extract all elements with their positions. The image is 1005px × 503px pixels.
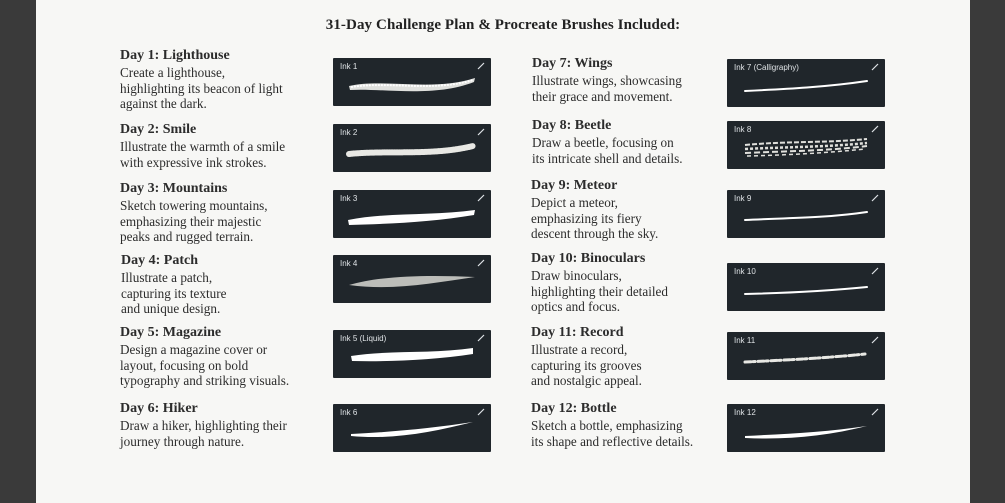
day-description: Design a magazine cover or layout, focusing on bold typography and striking visuals.	[120, 342, 290, 389]
day-heading: Day 2: Smile	[120, 122, 197, 137]
brush-card-ink-9	[727, 190, 885, 238]
brush-label: Ink 9	[734, 194, 752, 203]
brush-label: Ink 12	[734, 408, 756, 417]
brush-stroke-preview	[727, 263, 885, 311]
brush-card-ink-1	[333, 58, 491, 106]
document-page	[36, 0, 970, 503]
day-entry-8	[532, 118, 683, 166]
day-entry-10	[531, 251, 668, 315]
brush-card-ink-11	[727, 332, 885, 380]
day-heading: Day 5: Magazine	[120, 325, 222, 340]
brush-label: Ink 8	[734, 125, 752, 134]
brush-card-ink-2	[333, 124, 491, 172]
brush-stroke-preview	[727, 332, 885, 380]
day-entry-11	[531, 325, 642, 389]
day-description: Sketch towering mountains, emphasizing their majestic peaks and rugged terrain.	[120, 198, 268, 245]
brush-label: Ink 5 (Liquid)	[340, 334, 387, 343]
brush-label: Ink 6	[340, 408, 358, 417]
day-heading: Day 8: Beetle	[532, 118, 612, 133]
day-heading: Day 1: Lighthouse	[120, 48, 230, 63]
brush-card-ink-12	[727, 404, 885, 452]
brush-stroke-preview	[727, 121, 885, 169]
brush-label: Ink 10	[734, 267, 756, 276]
day-entry-6	[120, 401, 287, 449]
brush-card-ink-4	[333, 255, 491, 303]
day-heading: Day 9: Meteor	[531, 178, 618, 193]
day-entry-2	[120, 122, 285, 170]
day-entry-9	[531, 178, 658, 242]
day-heading: Day 11: Record	[531, 325, 624, 340]
day-heading: Day 4: Patch	[121, 253, 198, 268]
day-description: Illustrate a record, capturing its grooves and nostalgic appeal.	[531, 342, 642, 389]
brush-stroke-preview	[333, 404, 491, 452]
day-description: Illustrate a patch, capturing its texture and unique design.	[121, 270, 227, 317]
brush-label: Ink 3	[340, 194, 358, 203]
brush-card-ink-5	[333, 330, 491, 378]
brush-card-ink-3	[333, 190, 491, 238]
day-description: Create a lighthouse, highlighting its beacon of light against the dark.	[120, 65, 283, 112]
day-entry-4	[121, 253, 226, 317]
day-description: Draw a hiker, highlighting their journey through nature.	[120, 418, 287, 449]
day-description: Depict a meteor, emphasizing its fiery descent through the sky.	[531, 195, 659, 242]
brush-stroke-preview	[333, 255, 491, 303]
day-description: Draw a beetle, focusing on its intricate shell and details.	[532, 135, 683, 166]
brush-label: Ink 2	[340, 128, 358, 137]
brush-card-ink-10	[727, 263, 885, 311]
brush-stroke-preview	[333, 58, 491, 106]
brush-stroke-preview	[727, 59, 885, 107]
day-entry-3	[120, 181, 268, 245]
brush-stroke-preview	[333, 190, 491, 238]
brush-label: Ink 4	[340, 259, 358, 268]
brush-stroke-preview	[727, 404, 885, 452]
day-description: Draw binoculars, highlighting their detailed optics and focus.	[531, 268, 668, 315]
brush-label: Ink 7 (Calligraphy)	[734, 63, 799, 72]
day-heading: Day 7: Wings	[532, 56, 613, 71]
brush-stroke-preview	[333, 124, 491, 172]
day-description: Illustrate the warmth of a smile with expressive ink strokes.	[120, 139, 286, 170]
brush-label: Ink 11	[734, 336, 756, 345]
brush-stroke-preview	[333, 330, 491, 378]
day-description: Illustrate wings, showcasing their grace and movement.	[532, 73, 682, 104]
day-heading: Day 6: Hiker	[120, 401, 198, 416]
brush-card-ink-6	[333, 404, 491, 452]
brush-stroke-preview	[727, 190, 885, 238]
page-title: 31-Day Challenge Plan & Procreate Brushes Included:	[325, 17, 681, 33]
brush-card-ink-7	[727, 59, 885, 107]
day-entry-7	[532, 56, 682, 104]
day-heading: Day 12: Bottle	[531, 401, 617, 416]
brush-label: Ink 1	[340, 62, 358, 71]
day-entry-1	[120, 48, 283, 112]
day-description: Sketch a bottle, emphasizing its shape and reflective details.	[531, 418, 694, 449]
day-entry-5	[120, 325, 289, 389]
day-heading: Day 3: Mountains	[120, 181, 228, 196]
day-heading: Day 10: Binoculars	[531, 251, 646, 266]
brush-card-ink-8	[727, 121, 885, 169]
day-entry-12	[531, 401, 693, 449]
